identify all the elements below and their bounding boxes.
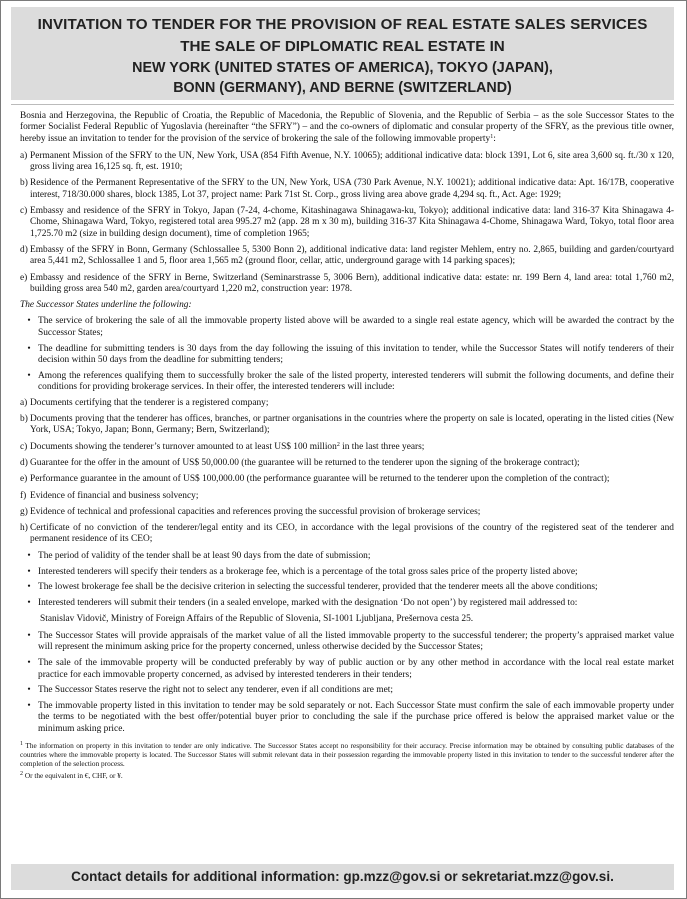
property-item [20, 245, 674, 268]
bullet-text: The deadline for submitting tenders is 30 days from the day following the issuing of this invitation to tender, while the Successor States will notify tenderers of their decision within 50 days from the deadline for submitting tenders; [38, 343, 674, 365]
item-text-main: Embassy and residence of the SFRY in Tokyo, Japan (7-24, 4-chome, Kitashinagawa Shinagawa-ku, Tokyo); additional indicative data: land 316-37 Kita Shinagawa 4-Chome, Shinagawa Ward, Tokyo, registered total area 995.27 m2 (app. 28 m x 30 m), building 316-37 Kita Shinagawa 4-Chome, Shinagawa Ward, Tokyo, total floor area 1,725.70 m2 (size in building design document), time of completion 1965; [30, 206, 674, 239]
header-locations-2: BONN (GERMANY), AND BERNE (SWITZERLAND) [173, 80, 512, 96]
tender-rules-list [20, 551, 674, 610]
property-item [20, 178, 674, 201]
bullet-text: The Successor States will provide appraisals of the market value of all the listed immovable property to the successful tenderer; the property’s appraised market value will represent the minimum asking price for the property concerned, unless otherwise decided by the Successor States; [38, 631, 674, 653]
item-label: b) [20, 178, 28, 189]
notice-header [11, 7, 674, 100]
item-label: e) [20, 272, 28, 283]
bullet-text: The sale of the immovable property will be conducted preferably by way of public auction or by any other method in accordance with the local real estate market practice for each immovable property concerned, as advised by interested tenderers in their tenders; [38, 658, 674, 680]
bullet-icon: • [27, 658, 31, 669]
bullet-icon: • [27, 598, 31, 609]
item-label: f) [20, 490, 27, 501]
item-label: h) [20, 523, 28, 534]
notice-body [20, 111, 674, 783]
item-text-main: Certificate of no conviction of the tenderer/legal entity and its CEO, in accordance with the legal provisions of the country of the registered seat of the tenderer and permanent residence of its CEO; [30, 523, 674, 545]
item-label: c) [20, 441, 28, 452]
item-text-main: Guarantee for the offer in the amount of US$ 50,000.00 (the guarantee will be returned to the tenderer upon the signing of the brokerage contract); [30, 457, 580, 468]
item-text [30, 178, 674, 201]
footnotes [20, 741, 674, 780]
document-item [20, 507, 674, 518]
header-divider [11, 104, 674, 105]
item-text-main: Residence of the Permanent Representative of the SFRY to the UN, New York, USA (730 Park Avenue, N.Y. 10021); additional indicative data: Apt. 16/17B, cooperative interest, 718/30.000 shares, block 1385, Lot 37, project name: Park 71st St. Corp., gross living area above grade 4,294 sq. ft., Act. Age: 1929; [30, 178, 674, 200]
footnote-number: 1 [20, 741, 23, 748]
header-locations-1: NEW YORK (UNITED STATES OF AMERICA), TOKYO (JAPAN), [132, 60, 553, 76]
header-subtitle: THE SALE OF DIPLOMATIC REAL ESTATE IN [180, 38, 505, 55]
item-text-main: Documents certifying that the tenderer is a registered company; [30, 397, 269, 408]
mailing-address: Stanislav Vidovič, Ministry of Foreign Affairs of the Republic of Slovenia, SI-1001 Ljubljana, Prešernova cesta 25. [40, 613, 474, 624]
sale-terms-list [20, 631, 674, 735]
bullet-item [20, 701, 674, 735]
underline-heading: The Successor States underline the following: [20, 300, 192, 311]
bullet-text: The immovable property listed in this invitation to tender may be sold separately or not. Each Successor State must confirm the sale of each immovable property under the terms to be negotiated with the best offer/potential buyer prior to concluding the sale if the purchase price offered is below the appraised market value or the minimum asking price. [38, 701, 674, 734]
item-label: d) [20, 457, 28, 468]
footnote-number: 2 [20, 771, 23, 778]
documents-list [20, 398, 674, 546]
intro-paragraph [20, 111, 674, 145]
bullet-item [20, 316, 674, 339]
item-text [30, 523, 674, 546]
item-text-main: Embassy and residence of the SFRY in Berne, Switzerland (Seminarstrasse 5, 3006 Bern), additional indicative data: estate: nr. 199 Bern 4, land area: total 1,760 m2, building gross area 540 m2, garden area/courtyard 1,220 m2, construction year: 1978. [30, 272, 674, 294]
document-item [20, 491, 674, 502]
item-text-main: Documents showing the tenderer’s turnover amounted to at least US$ 100 million [30, 441, 337, 452]
bullet-icon: • [27, 316, 31, 327]
bullet-item [20, 551, 674, 562]
item-text [30, 206, 674, 240]
item-label: e) [20, 474, 28, 485]
item-text [30, 398, 674, 409]
property-list [20, 151, 674, 295]
document-item [20, 414, 674, 437]
item-label: a) [20, 150, 28, 161]
item-text-main: Embassy of the SFRY in Bonn, Germany (Schlossallee 5, 5300 Bonn 2), additional indicative data: land register Mehlem, entry no. 2,865, building and garden/courtyard area 5,441 m2, Schlossallee 1 and 5, floor area 1,565 m2 (ground floor, cellar, attic, underground garage with 14 parking spaces); [30, 244, 674, 267]
bullet-icon: • [27, 631, 31, 642]
bullet-item [20, 567, 674, 578]
property-item [20, 151, 674, 174]
footnote [20, 771, 674, 780]
bullet-text: Among the references qualifying them to successfully broker the sale of the listed property, interested tenderers will submit the following documents, and define their conditions for providing brokerage services. In their offer, the interested tenderers will include: [38, 370, 674, 392]
bullet-item [20, 658, 674, 681]
bullet-item [20, 685, 674, 696]
bullet-text: The Successor States reserve the right not to select any tenderer, even if all conditions are met; [38, 685, 393, 696]
bullet-icon: • [27, 370, 31, 381]
item-text-main: Evidence of technical and professional capacities and references proving the successful provision of brokerage services; [30, 506, 481, 517]
bullet-text: The service of brokering the sale of all the immovable property listed above will be awarded to a single real estate agency, which will be awarded the contract by the Successor States; [38, 316, 674, 338]
item-label: c) [20, 206, 28, 217]
footnote [20, 741, 674, 768]
bullet-icon: • [27, 343, 31, 354]
item-text [30, 151, 674, 174]
item-text [30, 507, 674, 518]
bullet-text: Interested tenderers will specify their tenders as a brokerage fee, which is a percentage of the total gross sales price of the property listed above; [38, 566, 578, 577]
property-item [20, 273, 674, 296]
conditions-list [20, 316, 674, 393]
bullet-icon: • [27, 685, 31, 696]
footnote-ref: 1 [490, 133, 494, 140]
bullet-item [20, 631, 674, 654]
bullet-icon: • [27, 582, 31, 593]
document-item [20, 474, 674, 485]
bullet-item [20, 598, 674, 609]
bullet-item [20, 371, 674, 394]
document-item [20, 442, 674, 453]
bullet-item [20, 344, 674, 367]
intro-text: Bosnia and Herzegovina, the Republic of Croatia, the Republic of Macedonia, the Republic of Slovenia, and the Republic of Serbia – as the sole Successor States to the former Socialist Federal Republic of Yugoslavia (hereinafter “the SFRY”) – and the co-owners of diplomatic and consular property of the SFRY, as the previous title owner, hereby issue an invitation to tender for the provision of the service of brokering the sale of the following immovable property [20, 111, 674, 144]
item-text [30, 273, 674, 296]
contact-footer: Contact details for additional information: gp.mzz@gov.si or sekretariat.mzz@gov.si. [11, 864, 674, 890]
bullet-icon: • [27, 566, 31, 577]
bullet-text: Interested tenderers will submit their tenders (in a sealed envelope, marked with the designation ‘Do not open’) by registered mail addressed to: [38, 598, 578, 609]
document-item [20, 398, 674, 409]
item-text [30, 474, 674, 485]
item-text [30, 491, 674, 502]
item-text-main: Documents proving that the tenderer has offices, branches, or partner organisations in the countries where the property on sale is located, operating in the listed cities (New York, USA; Tokyo, Japan; Bonn, Germany; Bern, Switzerland); [30, 414, 674, 436]
item-text-tail: in the last three years; [339, 441, 425, 452]
bullet-text: The period of validity of the tender shall be at least 90 days from the date of submission; [38, 550, 371, 561]
footnote-ref: 2 [336, 441, 340, 448]
intro-tail: : [493, 133, 496, 144]
bullet-icon: • [27, 701, 31, 712]
bullet-icon: • [27, 550, 31, 561]
property-item [20, 206, 674, 240]
header-title: INVITATION TO TENDER FOR THE PROVISION OF REAL ESTATE SALES SERVICES [37, 16, 648, 33]
item-label: g) [20, 506, 28, 517]
item-text [30, 414, 674, 437]
item-text [30, 245, 674, 268]
item-label: a) [20, 397, 28, 408]
footnote-text: The information on property in this invitation to tender are only indicative. The Successor States accept no responsibility for their accuracy. Precise information may be obtained by consulting public databases of the countries where the immovable property is located. The Successor States will submit relevant data in their possession regarding the immovable property listed in this invitation to tender to the successful tenderer after the completion of the selection process. [20, 741, 674, 769]
item-text-main: Permanent Mission of the SFRY to the UN, New York, USA (854 Fifth Avenue, N.Y. 10065); additional indicative data: block 1391, Lot 6, site area 3,600 sq. ft./30 x 120, gross living area 16,125 sq. ft, est. 1910; [30, 150, 674, 173]
footnote-text: Or the equivalent in €, CHF, or ¥. [23, 771, 123, 781]
item-text-main: Performance guarantee in the amount of US$ 100,000.00 (the performance guarantee will be returned to the tenderer upon the completion of the contract); [30, 474, 610, 485]
bullet-item [20, 582, 674, 593]
document-item [20, 523, 674, 546]
item-label: d) [20, 244, 28, 255]
item-label: b) [20, 414, 28, 425]
item-text-main: Evidence of financial and business solvency; [30, 490, 199, 501]
bullet-text: The lowest brokerage fee shall be the decisive criterion in selecting the successful tenderer, provided that the tenderer meets all the above conditions; [38, 582, 598, 593]
item-text [30, 458, 674, 469]
item-text [30, 442, 674, 453]
document-item [20, 458, 674, 469]
